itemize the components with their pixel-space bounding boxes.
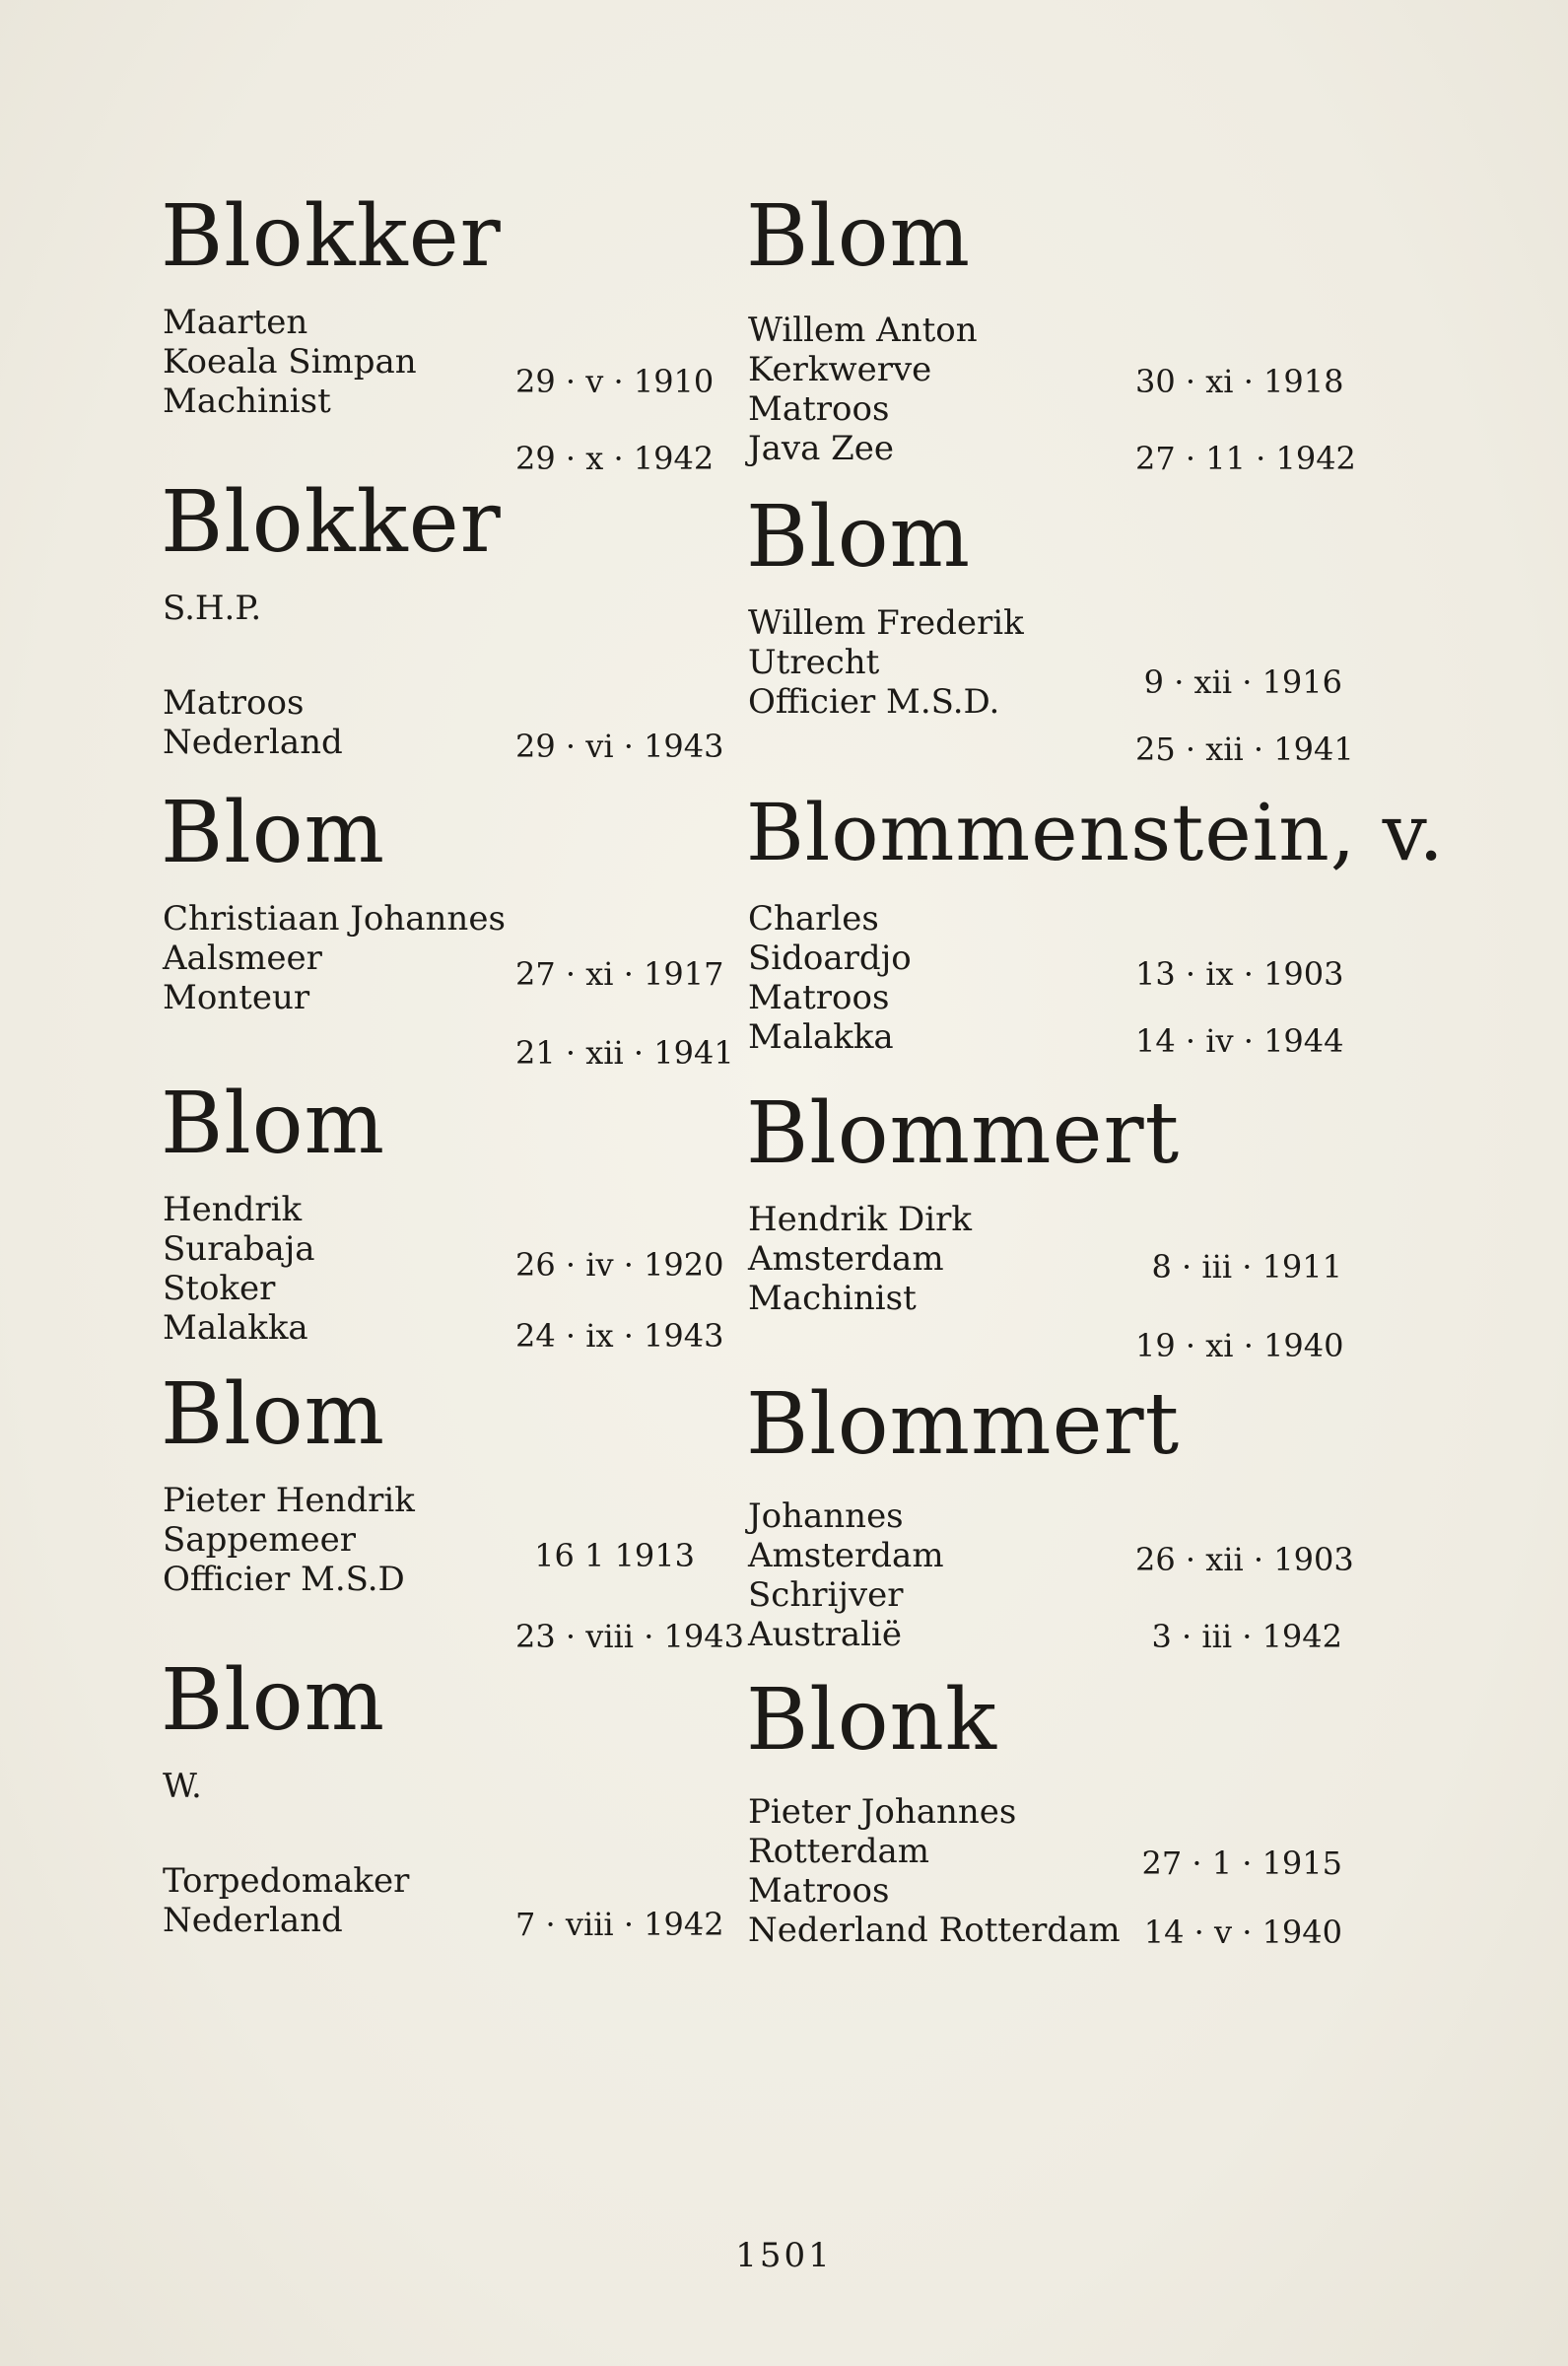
left-column xyxy=(161,0,752,2021)
death-date: 27 · 11 · 1942 xyxy=(1135,440,1356,477)
given-names: Christiaan Johannes xyxy=(163,899,506,939)
occupation: Matroos xyxy=(163,683,305,723)
given-names: Pieter Johannes xyxy=(748,1792,1017,1832)
death-date: 19 · xi · 1940 xyxy=(1135,1327,1344,1364)
given-names: Pieter Hendrik xyxy=(163,1481,415,1520)
occupation: Officier M.S.D xyxy=(163,1560,405,1599)
entry xyxy=(161,187,752,477)
birthplace: Amsterdam xyxy=(748,1536,944,1575)
occupation: Matroos xyxy=(748,389,890,429)
given-names: Johannes xyxy=(748,1496,904,1536)
given-names: Willem Anton xyxy=(748,311,978,350)
place-of-death: Java Zee xyxy=(748,429,895,468)
birth-date: 8 · iii · 1911 xyxy=(1151,1248,1342,1286)
given-names: Hendrik xyxy=(163,1190,303,1229)
surname: Blom xyxy=(746,488,972,587)
birth-date: 26 · iv · 1920 xyxy=(515,1246,724,1284)
occupation: Matroos xyxy=(748,978,890,1017)
entry xyxy=(746,787,1445,1070)
birth-date: 9 · xii · 1916 xyxy=(1143,663,1342,701)
entry xyxy=(161,1651,752,1943)
occupation: Stoker xyxy=(163,1269,276,1308)
death-date: 14 · v · 1940 xyxy=(1143,1914,1342,1951)
surname: Blommert xyxy=(746,1084,1181,1183)
occupation: Torpedomaker xyxy=(163,1861,410,1901)
surname: Blom xyxy=(746,187,972,286)
death-date: 7 · viii · 1942 xyxy=(515,1906,724,1943)
birthplace: Surabaja xyxy=(163,1229,315,1269)
birthplace: Sidoardjo xyxy=(748,939,912,978)
place-of-death: Nederland xyxy=(163,1901,343,1940)
surname: Blom xyxy=(161,1365,386,1464)
death-date: 3 · iii · 1942 xyxy=(1151,1618,1342,1655)
occupation: Matroos xyxy=(748,1871,890,1911)
death-date: 24 · ix · 1943 xyxy=(515,1317,724,1355)
place-of-death: Nederland Rotterdam xyxy=(748,1911,1121,1950)
given-names: S.H.P. xyxy=(163,589,262,628)
surname: Blom xyxy=(161,1075,386,1173)
surname: Blom xyxy=(161,1651,386,1750)
death-date: 14 · iv · 1944 xyxy=(1135,1022,1344,1060)
surname: Blokker xyxy=(161,187,502,286)
right-column xyxy=(746,0,1445,2021)
given-names: Hendrik Dirk xyxy=(748,1200,972,1239)
birth-date: 26 · xii · 1903 xyxy=(1135,1541,1354,1578)
birth-date: 27 · xi · 1917 xyxy=(515,955,724,993)
birthplace: Koeala Simpan xyxy=(163,342,417,382)
entry xyxy=(746,488,1354,774)
birth-date: 13 · ix · 1903 xyxy=(1135,955,1344,993)
entry xyxy=(746,1084,1344,1370)
birth-date: 16 1 1913 xyxy=(534,1537,695,1574)
entry xyxy=(161,473,752,765)
birthplace: Amsterdam xyxy=(748,1239,944,1279)
death-date: 29 · x · 1942 xyxy=(515,440,715,477)
entry xyxy=(746,1375,1354,1661)
occupation: Officier M.S.D. xyxy=(748,682,1000,722)
entry xyxy=(161,784,752,1072)
death-date: 25 · xii · 1941 xyxy=(1135,731,1354,768)
occupation: Machinist xyxy=(748,1279,917,1318)
entry xyxy=(161,1365,752,1655)
surname: Blommenstein, v. xyxy=(746,787,1445,878)
death-date: 29 · vi · 1943 xyxy=(515,728,724,765)
page-number: 1501 xyxy=(735,2236,833,2275)
entry xyxy=(746,1671,1342,1957)
birthplace: Kerkwerve xyxy=(748,350,932,389)
birthplace: Sappemeer xyxy=(163,1520,356,1560)
birthplace: Rotterdam xyxy=(748,1832,930,1871)
entry xyxy=(161,1075,752,1360)
birthplace: Utrecht xyxy=(748,643,880,682)
surname: Blokker xyxy=(161,473,502,572)
surname: Blommert xyxy=(746,1375,1181,1474)
surname: Blom xyxy=(161,784,386,882)
death-date: 23 · viii · 1943 xyxy=(515,1618,744,1655)
occupation: Schrijver xyxy=(748,1575,904,1615)
birth-date: 29 · v · 1910 xyxy=(515,363,715,400)
given-names: Maarten xyxy=(163,303,308,342)
place-of-death: Nederland xyxy=(163,723,343,762)
occupation: Monteur xyxy=(163,978,310,1017)
given-names: W. xyxy=(163,1767,202,1806)
place-of-death: Australië xyxy=(748,1615,902,1654)
place-of-death: Malakka xyxy=(748,1017,894,1057)
birth-date: 30 · xi · 1918 xyxy=(1135,363,1344,400)
death-date: 21 · xii · 1941 xyxy=(515,1034,734,1072)
occupation: Machinist xyxy=(163,382,331,421)
given-names: Willem Frederik xyxy=(748,603,1024,643)
birthplace: Aalsmeer xyxy=(163,939,322,978)
place-of-death: Malakka xyxy=(163,1308,308,1348)
surname: Blonk xyxy=(746,1671,997,1770)
birth-date: 27 · 1 · 1915 xyxy=(1141,1844,1342,1882)
entry xyxy=(746,187,1356,477)
given-names: Charles xyxy=(748,899,879,939)
